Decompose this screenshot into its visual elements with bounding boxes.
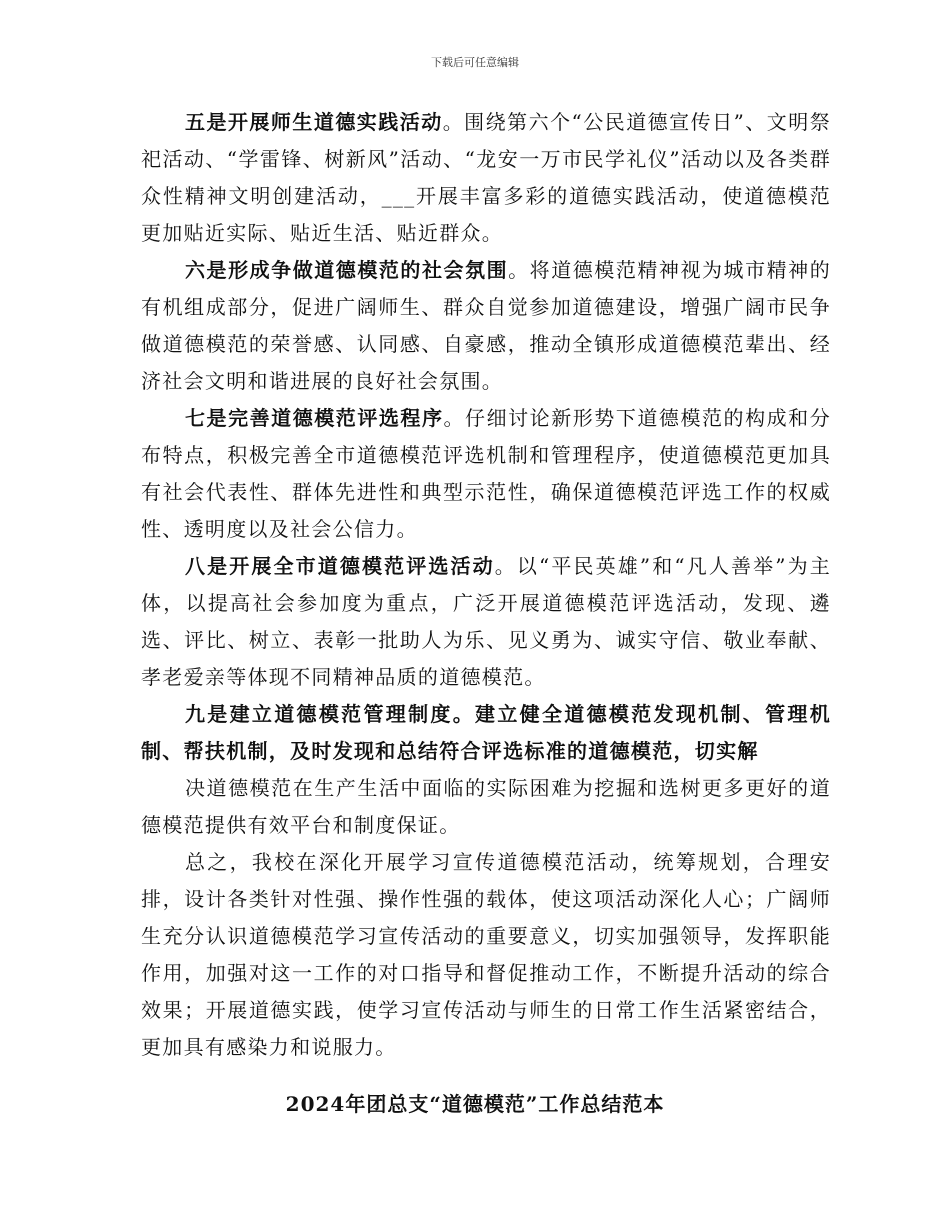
paragraph-6 [141,252,831,400]
paragraph-8-body: 。以“平民英雄”和“凡人善举”为主体，以提高社会参加度为重点，广泛开展道德模范评选活动，发现、遴选、评比、树立、表彰一批助人为乐、见义勇为、诚实守信、敬业奉献、孝老爱亲等体现不同精神品质的道德模范。 [141,554,832,689]
paragraph-7-lead: 七是完善道德模范评选程序 [185,406,444,430]
paragraph-9-continuation: 决道德模范在生产生活中面临的实际困难为挖掘和选树更多更好的道德模范提供有效平台和制度保证。 [141,776,831,837]
paragraph-5-lead: 五是开展师生道德实践活动 [185,110,443,134]
paragraph-5-body: 。围绕第六个“公民道德宣传日”、文明祭祀活动、“学雷锋、树新风”活动、“龙安一万市民学礼仪”活动以及各类群众性精神文明创建活动，___开展丰富多彩的道德实践活动，使道德模范更加贴近实际、贴近生活、贴近群众。 [141,110,831,245]
summary-paragraph: 总之，我校在深化开展学习宣传道德模范活动，统筹规划，合理安排，设计各类针对性强、操作性强的载体，使这项活动深化人心；广阔师生充分认识道德模范学习宣传活动的重要意义，切实加强领导，发挥职能作用，加强对这一工作的对口指导和督促推动工作，不断提升活动的综合效果；开展道德实践，使学习宣传活动与师生的日常工作生活紧密结合，更加具有感染力和说服力。 [141,850,831,1059]
document-body [141,104,831,1066]
paragraph-5 [141,104,831,252]
paragraph-8 [141,548,831,696]
paragraph-6-body: 。将道德模范精神视为城市精神的有机组成部分，促进广阔师生、群众自觉参加道德建设，增强广阔市民争做道德模范的荣誉感、认同感、自豪感，推动全镇形成道德模范辈出、经济社会文明和谐进展的良好社会氛围。 [141,258,832,393]
paragraph-9: 九是建立道德模范管理制度。建立健全道德模范发现机制、管理机制、帮扶机制，及时发现和总结符合评选标准的道德模范，切实解 [141,702,831,763]
page-header: 下载后可任意编辑 [431,56,519,69]
paragraph-8-lead: 八是开展全市道德模范评选活动 [185,554,495,578]
next-section-title: 2024年团总支“道德模范”工作总结范本 [285,1092,665,1116]
paragraph-7 [141,400,831,548]
paragraph-6-lead: 六是形成争做道德模范的社会氛围 [185,258,509,282]
paragraph-7-body: 。仔细讨论新形势下道德模范的构成和分布特点，积极完善全市道德模范评选机制和管理程序，使道德模范更加具有社会代表性、群体先进性和典型示范性，确保道德模范评选工作的权威性、透明度以及社会公信力。 [141,406,831,541]
